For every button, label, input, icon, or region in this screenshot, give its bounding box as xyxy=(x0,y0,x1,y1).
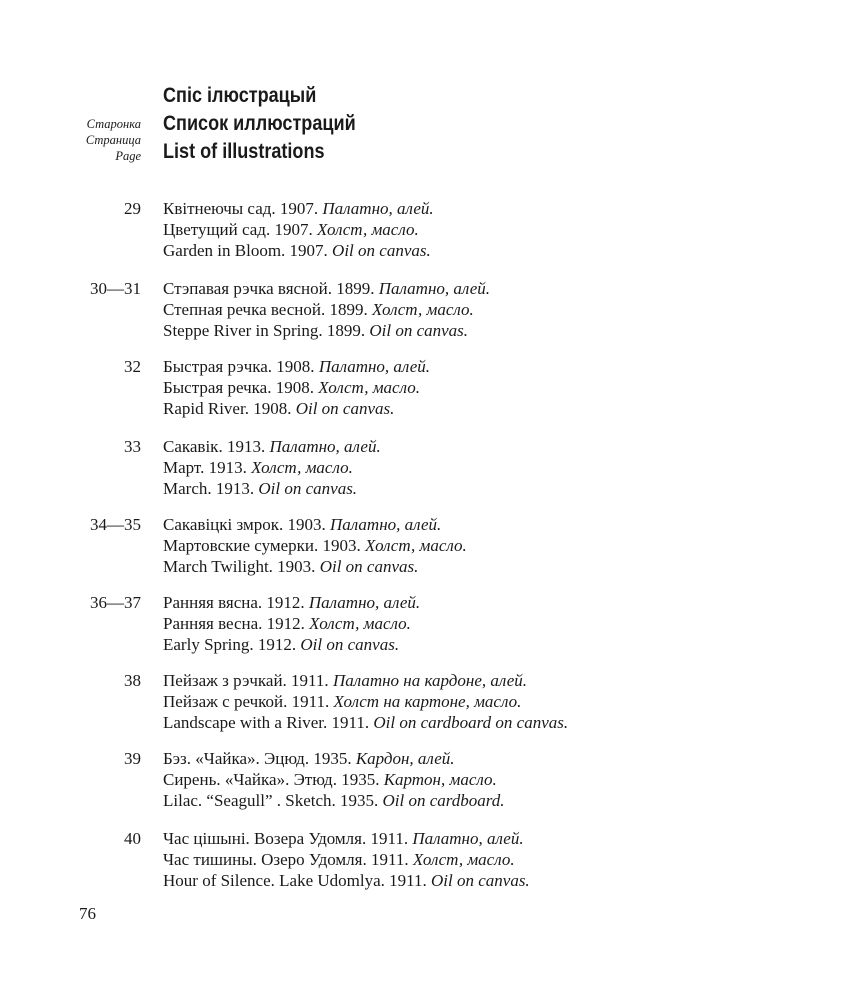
caption-medium: Холст, масло. xyxy=(412,850,515,869)
caption-title-year: Мартовские сумерки. 1903. xyxy=(163,536,366,555)
caption-medium: Палатно, алей. xyxy=(308,593,421,612)
caption-title-year: Garden in Bloom. 1907. xyxy=(163,241,333,260)
caption-line xyxy=(163,278,490,299)
caption-title-year: Hour of Silence. Lake Udomlya. 1911. xyxy=(163,871,431,890)
entry-page-number: 39 xyxy=(124,749,141,768)
caption-medium: Холст, масло. xyxy=(372,300,474,319)
caption-medium: Палатно, алей. xyxy=(412,829,524,848)
entry-page-number: 30—31 xyxy=(90,279,141,298)
caption-line xyxy=(163,457,381,478)
entry-page-number: 40 xyxy=(124,829,141,848)
caption-line xyxy=(163,299,490,320)
entry-page-number: 36—37 xyxy=(90,593,141,612)
caption-medium: Холст, масло. xyxy=(251,458,353,477)
caption-line xyxy=(163,556,467,577)
caption-medium: Oil on canvas. xyxy=(431,871,530,890)
caption-title-year: Сирень. «Чайка». Этюд. 1935. xyxy=(163,770,384,789)
entry-captions xyxy=(163,198,434,261)
caption-line xyxy=(163,613,420,634)
entry-captions xyxy=(163,828,530,891)
caption-medium: Oil on canvas. xyxy=(319,557,419,576)
entry-page-number: 32 xyxy=(124,357,141,376)
caption-line xyxy=(163,849,530,870)
caption-title-year: Early Spring. 1912. xyxy=(163,635,301,654)
caption-line xyxy=(163,592,420,613)
caption-title-year: Быстрая рэчка. 1908. xyxy=(163,357,319,376)
caption-line xyxy=(163,634,420,655)
caption-medium: Oil on canvas. xyxy=(369,321,469,340)
page-label-belarusian: Старонка xyxy=(86,117,141,131)
caption-medium: Палатно, алей. xyxy=(378,279,491,298)
caption-title-year: Сакавіцкі змрок. 1903. xyxy=(163,515,331,534)
caption-medium: Oil on canvas. xyxy=(295,399,395,418)
caption-title-year: Степная речка весной. 1899. xyxy=(163,300,373,319)
caption-medium: Холст, масло. xyxy=(365,536,467,555)
caption-line xyxy=(163,478,381,499)
caption-title-year: Сакавік. 1913. xyxy=(163,437,270,456)
caption-medium: Oil on canvas. xyxy=(332,241,431,260)
caption-medium: Холст, масло. xyxy=(316,220,419,239)
caption-medium: Холст на картоне, масло. xyxy=(333,692,522,711)
entry-captions xyxy=(163,436,381,499)
caption-title-year: March. 1913. xyxy=(163,479,259,498)
caption-line xyxy=(163,748,505,769)
caption-medium: Палатно, алей. xyxy=(318,357,431,376)
caption-title-year: Lilac. “Seagull” . Sketch. 1935. xyxy=(163,791,383,810)
entry-captions xyxy=(163,514,467,577)
caption-title-year: Landscape with a River. 1911. xyxy=(163,713,374,732)
caption-medium: Кардон, алей. xyxy=(355,749,455,768)
entry-page-number: 29 xyxy=(124,199,141,218)
caption-line xyxy=(163,769,505,790)
caption-medium: Oil on canvas. xyxy=(300,635,400,654)
page-title xyxy=(163,82,356,166)
page-label-russian: Страница xyxy=(85,133,141,147)
entry-captions xyxy=(163,748,505,811)
caption-title-year: Быстрая речка. 1908. xyxy=(163,378,319,397)
page-column-header xyxy=(0,116,141,164)
caption-medium: Oil on cardboard. xyxy=(382,791,505,810)
caption-line xyxy=(163,356,430,377)
caption-line xyxy=(163,398,430,419)
caption-line xyxy=(163,377,430,398)
caption-line xyxy=(163,691,568,712)
caption-title-year: Пейзаж с речкой. 1911. xyxy=(163,692,334,711)
caption-title-year: March Twilight. 1903. xyxy=(163,557,320,576)
caption-medium: Oil on cardboard on canvas. xyxy=(373,713,569,732)
caption-title-year: Steppe River in Spring. 1899. xyxy=(163,321,370,340)
caption-line xyxy=(163,436,381,457)
page-label-english: Page xyxy=(115,149,141,163)
caption-title-year: Ранняя весна. 1912. xyxy=(163,614,310,633)
caption-title-year: Rapid River. 1908. xyxy=(163,399,296,418)
caption-title-year: Час тишины. Озеро Удомля. 1911. xyxy=(163,850,413,869)
caption-line xyxy=(163,535,467,556)
caption-title-year: Бэз. «Чайка». Эцюд. 1935. xyxy=(163,749,356,768)
caption-medium: Холст, масло. xyxy=(318,378,420,397)
caption-medium: Палатно, алей. xyxy=(322,199,434,218)
caption-line xyxy=(163,870,530,891)
caption-title-year: Пейзаж з рэчкай. 1911. xyxy=(163,671,333,690)
caption-medium: Палатно, алей. xyxy=(330,515,442,534)
caption-medium: Oil on canvas. xyxy=(258,479,358,498)
caption-title-year: Квітнеючы сад. 1907. xyxy=(163,199,323,218)
caption-line xyxy=(163,712,568,733)
title-russian: Список иллюстраций xyxy=(163,112,356,135)
entry-captions xyxy=(163,356,430,419)
caption-medium: Холст, масло. xyxy=(309,614,411,633)
caption-title-year: Час цішыні. Возера Удомля. 1911. xyxy=(163,829,413,848)
title-english: List of illustrations xyxy=(163,140,325,163)
caption-title-year: Март. 1913. xyxy=(163,458,252,477)
caption-line xyxy=(163,790,505,811)
caption-line xyxy=(163,514,467,535)
caption-medium: Палатно, алей. xyxy=(269,437,381,456)
caption-line xyxy=(163,219,434,240)
entry-page-number: 38 xyxy=(124,671,141,690)
caption-title-year: Ранняя вясна. 1912. xyxy=(163,593,309,612)
entry-captions xyxy=(163,278,490,341)
caption-line xyxy=(163,670,568,691)
title-belarusian: Спіс ілюстрацый xyxy=(163,84,317,107)
caption-title-year: Стэпавая рэчка вясной. 1899. xyxy=(163,279,379,298)
entry-captions xyxy=(163,670,568,733)
entry-page-number: 34—35 xyxy=(90,515,141,534)
entry-captions xyxy=(163,592,420,655)
caption-medium: Палатно на кардоне, алей. xyxy=(332,671,527,690)
caption-line xyxy=(163,320,490,341)
caption-title-year: Цветущий сад. 1907. xyxy=(163,220,317,239)
caption-line xyxy=(163,828,530,849)
page-number: 76 xyxy=(79,904,96,923)
caption-line xyxy=(163,198,434,219)
caption-medium: Картон, масло. xyxy=(383,770,497,789)
entry-page-number: 33 xyxy=(124,437,141,456)
caption-line xyxy=(163,240,434,261)
